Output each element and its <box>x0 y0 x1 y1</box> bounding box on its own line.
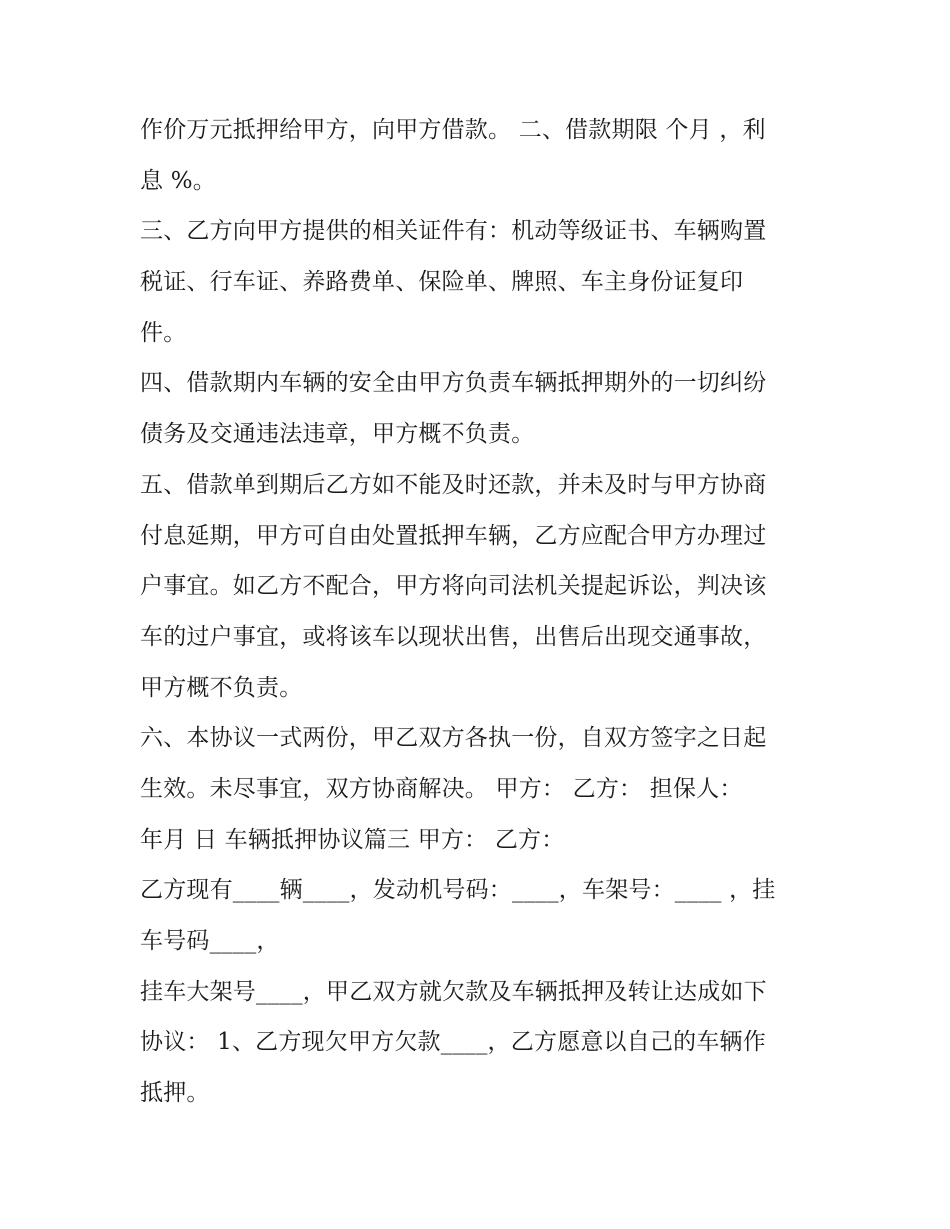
text-line: 息 %。 <box>140 167 216 194</box>
text-line: 年月 日 车辆抵押协议篇三 甲方： 乙方： <box>140 826 565 853</box>
text-line: 五、借款单到期后乙方如不能及时还款，并未及时与甲方协商 <box>140 471 767 498</box>
text-line: 户事宜。如乙方不配合，甲方将向司法机关提起诉讼，判决该 <box>140 573 767 600</box>
text-line: 车的过户事宜，或将该车以现状出售，出售后出现交通事故， <box>140 623 767 650</box>
text-line: 债务及交通违法违章，甲方概不负责。 <box>140 421 535 448</box>
text-line: 协议： 1、乙方现欠甲方欠款____，乙方愿意以自己的车辆作 <box>140 1029 766 1056</box>
text-line: 挂车大架号____，甲乙双方就欠款及车辆抵押及转让达成如下 <box>140 978 767 1005</box>
text-line: 甲方概不负责。 <box>140 674 303 701</box>
text-line: 付息延期，甲方可自由处置抵押车辆，乙方应配合甲方办理过 <box>140 522 767 549</box>
text-line: 生效。未尽事宜，双方协商解决。 甲方： 乙方： 担保人： <box>140 775 743 802</box>
text-line: 车号码____， <box>140 928 280 954</box>
document-body <box>140 105 820 1119</box>
text-line: 税证、行车证、养路费单、保险单、牌照、车主身份证复印 <box>140 269 744 296</box>
text-line: 件。 <box>140 319 187 346</box>
text-line: 六、本协议一式两份，甲乙双方各执一份，自双方签字之日起 <box>140 725 767 752</box>
text-line: 作价万元抵押给甲方，向甲方借款。 二、借款期限 个月 ，利 <box>140 117 766 143</box>
text-line: 抵押。 <box>140 1080 210 1107</box>
text-line: 乙方现有____辆____，发动机号码：____，车架号：____ ，挂 <box>140 877 776 904</box>
text-line: 四、借款期内车辆的安全由甲方负责车辆抵押期外的一切纠纷 <box>140 370 767 397</box>
text-line: 三、乙方向甲方提供的相关证件有：机动等级证书、车辆购置 <box>140 218 767 245</box>
